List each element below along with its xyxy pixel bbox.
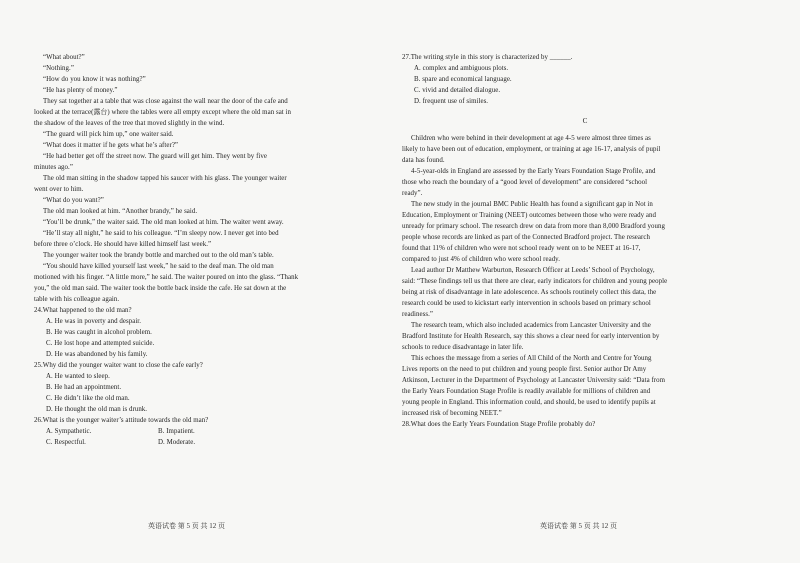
text-line: Atkinson, Lecturer in the Department of Psychology at Lancaster University said: “Data from <box>402 377 666 384</box>
text-line: minutes ago.” <box>34 164 73 171</box>
option-d: D. frequent use of similes. <box>414 98 489 105</box>
page-footer-left: 英语试卷 第 5 页 共 12 页 <box>148 522 225 530</box>
text-line: Education, Employment or Training (NEET) outcomes between those who were ready and <box>402 212 657 219</box>
text-line: “Nothing.” <box>43 65 74 72</box>
question-stem: 27.The writing style in this story is characterized by ______. <box>402 54 573 61</box>
option-d: D. Moderate. <box>158 439 196 446</box>
option-row <box>34 426 370 437</box>
text-line: data has found. <box>402 157 445 164</box>
text-line: The younger waiter took the brandy bottle and marched out to the old man’s table. <box>43 252 274 259</box>
text-line: Children who were behind in their development at age 4-5 were almost three times as <box>411 135 651 142</box>
text-line: unready for primary school. The research drew on data from more than 8,000 Bradford young <box>402 223 666 230</box>
text-line: This echoes the message from a series of All Child of the North and Centre for Young <box>411 355 652 362</box>
text-line: “How do you know it was nothing?” <box>43 76 146 83</box>
text-line: 4-5-year-olds in England are assessed by the Early Years Foundation Stage Profile, and <box>411 168 656 175</box>
left-column <box>34 52 370 448</box>
text-line: Lives reports on the need to put children and young people first. Senior author Dr Amy <box>402 366 647 373</box>
question-stem: 28.What does the Early Years Foundation Stage Profile probably do? <box>402 421 596 428</box>
option-c: C. He didn’t like the old man. <box>46 395 130 402</box>
text-line: the Early Years Foundation Stage Profile is readily available for millions of children and <box>402 388 651 395</box>
text-line: compared to just 4% of children who were school ready. <box>402 256 561 263</box>
question-24 <box>34 305 370 360</box>
text-line: They sat together at a table that was close against the wall near the door of the cafe and <box>43 98 288 105</box>
text-line: said: “These findings tell us that there are clear, early indicators for children and young people <box>402 278 668 285</box>
option-d: D. He thought the old man is drunk. <box>46 406 148 413</box>
option-b: B. Impatient. <box>158 428 195 435</box>
text-line: The new study in the journal BMC Public Health has found a significant gap in Not in <box>411 201 653 208</box>
text-line: “What do you want?” <box>43 197 104 204</box>
story-passage <box>34 52 370 305</box>
text-line: increased risk of becoming NEET.” <box>402 410 502 417</box>
text-line: “He has plenty of money.” <box>43 87 118 94</box>
text-line: went over to him. <box>34 186 84 193</box>
text-line: motioned with his finger. “A little more,” he said. The waiter poured on into the glass. “Thank <box>34 274 299 281</box>
text-line: table with his colleague again. <box>34 296 120 303</box>
text-line: The old man sitting in the shadow tapped his saucer with his glass. The younger waiter <box>43 175 287 182</box>
option-a: A. He wanted to sleep. <box>46 373 110 380</box>
question-stem: 24.What happened to the old man? <box>34 307 132 314</box>
text-line: being at risk of disadvantage in late adolescence. As schools routinely collect this data, the <box>402 289 657 296</box>
text-line: The old man looked at him. “Another brandy,” he said. <box>43 208 198 215</box>
text-line: “What does it matter if he gets what he’s after?” <box>43 142 179 149</box>
text-line: readiness.” <box>402 311 433 318</box>
option-a: A. complex and ambiguous plots. <box>414 65 509 72</box>
option-a: A. He was in poverty and despair. <box>46 318 142 325</box>
text-line: The research team, which also included academics from Lancaster University and the <box>411 322 651 329</box>
text-line: schools to reduce disadvantage in later life. <box>402 344 524 351</box>
text-line: the shadow of the leaves of the tree that moved slightly in the wind. <box>34 120 225 127</box>
option-d: D. He was abandoned by his family. <box>46 351 148 358</box>
passage-c <box>402 133 768 419</box>
text-line: “You should have killed yourself last week,” he said to the deaf man. The old man <box>43 263 274 270</box>
option-b: B. He was caught in alcohol problem. <box>46 329 152 336</box>
text-line: “The guard will pick him up,” one waiter said. <box>43 131 174 138</box>
option-c: C. He lost hope and attempted suicide. <box>46 340 155 347</box>
question-26 <box>34 415 370 448</box>
option-b: B. spare and economical language. <box>414 76 512 83</box>
text-line: “What about?” <box>43 54 85 61</box>
question-28 <box>402 419 768 430</box>
question-stem: 26.What is the younger waiter’s attitude towards the old man? <box>34 417 209 424</box>
text-line: looked at the terrace(露台) where the tables were all empty except where the old man sat in <box>34 109 291 116</box>
text-line: those who reach the boundary of a “good level of development” are considered “school <box>402 179 648 186</box>
text-line: found that 11% of children who were not school ready went on to be NEET at 16-17, <box>402 245 641 252</box>
section-heading: C <box>582 117 588 125</box>
text-line: “He had better get off the street now. The guard will get him. They went by five <box>43 153 267 160</box>
text-line: likely to have been out of education, employment, or training at age 16-17, analysis of pupil <box>402 146 661 153</box>
text-line: ready”. <box>402 190 423 197</box>
text-line: you,” the old man said. The waiter took the bottle back inside the cafe. He sat down at the <box>34 285 287 292</box>
page-footer-right: 英语试卷 第 5 页 共 12 页 <box>540 522 617 530</box>
text-line: Bradford Institute for Health Research, say this shows a clear need for early intervention by <box>402 333 660 340</box>
text-line: “You’ll be drunk,” the waiter said. The old man looked at him. The waiter went away. <box>43 219 284 226</box>
text-line: young people in England. This information could, and should, be used to identify pupils at <box>402 399 656 406</box>
text-line: research could be used to kickstart early intervention in schools based on primary school <box>402 300 651 307</box>
question-27 <box>402 52 768 107</box>
text-line: before three o’clock. He should have killed himself last week.” <box>34 241 212 248</box>
text-line: “He’ll stay all night,” he said to his colleague. “I’m sleepy now. I never get into bed <box>43 230 279 237</box>
question-25 <box>34 360 370 415</box>
option-c: C. Respectful. <box>46 439 86 446</box>
question-stem: 25.Why did the younger waiter want to close the cafe early? <box>34 362 203 369</box>
option-c: C. vivid and detailed dialogue. <box>414 87 501 94</box>
text-line: people whose records are linked as part of the Connected Bradford project. The research <box>402 234 650 241</box>
option-b: B. He had an appointment. <box>46 384 122 391</box>
text-line: Lead author Dr Matthew Warburton, Research Officer at Leeds’ School of Psychology, <box>411 267 655 274</box>
right-column <box>402 52 768 430</box>
option-row <box>34 437 370 448</box>
option-a: A. Sympathetic. <box>46 428 92 435</box>
